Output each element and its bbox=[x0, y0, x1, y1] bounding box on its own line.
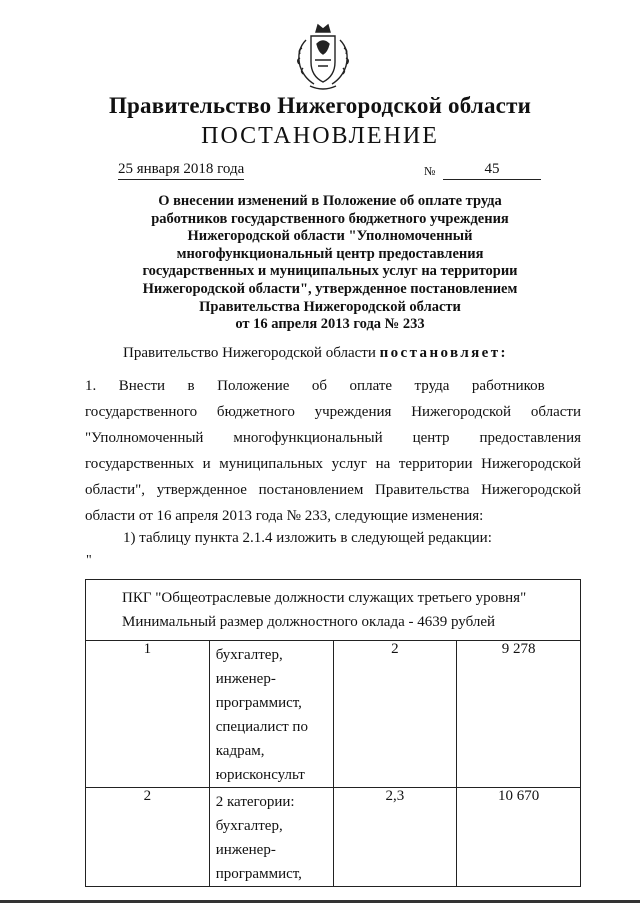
intro-prefix: Правительство Нижегородской области bbox=[123, 345, 380, 361]
row-positions bbox=[209, 641, 333, 788]
subject-line: Нижегородской области", утвержденное постановлением bbox=[142, 280, 518, 297]
opening-quote: " bbox=[86, 553, 92, 568]
subject-line: О внесении изменений в Положение об оплате труда bbox=[158, 193, 502, 209]
item-1-line: 1. Внести в Положение об оплате труда работников bbox=[85, 378, 545, 394]
header-line: ПКГ "Общеотраслевые должности служащих третьего уровня" bbox=[122, 590, 527, 606]
table-row bbox=[86, 788, 581, 887]
item-1-line: области", утвержденное постановлением Правительства Нижегородской bbox=[85, 482, 581, 498]
subject-line: работников государственного бюджетного учреждения bbox=[151, 210, 509, 227]
resolution-intro bbox=[123, 345, 508, 362]
position: 2 категории: bbox=[215, 794, 295, 810]
row-coefficient: 2,3 bbox=[333, 788, 457, 887]
table-header-row bbox=[86, 580, 581, 641]
subject-line: от 16 апреля 2013 года № 233 bbox=[235, 316, 425, 333]
row-salary: 10 670 bbox=[457, 788, 581, 887]
item-1-paragraph bbox=[85, 373, 581, 529]
subject-line: Правительства Нижегородской области bbox=[199, 298, 461, 315]
row-positions bbox=[209, 788, 333, 887]
subject-line: многофункциональный центр предоставления bbox=[176, 245, 484, 262]
table-row bbox=[86, 641, 581, 788]
row-coefficient: 2 bbox=[333, 641, 457, 788]
subject-line: государственных и муниципальных услуг на территории bbox=[142, 263, 518, 280]
item-1-line: области от 16 апреля 2013 года № 233, следующие изменения: bbox=[85, 508, 484, 524]
position: инженер-программист, bbox=[215, 671, 302, 711]
table-header-cell bbox=[86, 580, 581, 641]
document-number: 45 bbox=[443, 160, 541, 180]
position: инженер-программист, bbox=[215, 842, 302, 882]
document-subject bbox=[120, 193, 540, 334]
number-label: № bbox=[424, 164, 436, 178]
document-date: 25 января 2018 года bbox=[118, 160, 244, 180]
position: бухгалтер, bbox=[215, 647, 283, 663]
item-1-line: государственных и муниципальных услуг на территории Нижегородской bbox=[85, 456, 581, 472]
salary-table bbox=[85, 579, 581, 887]
position: юрисконсульт bbox=[215, 767, 305, 783]
coat-of-arms-icon bbox=[290, 22, 356, 92]
position: бухгалтер, bbox=[215, 818, 283, 834]
document-type: ПОСТАНОВЛЕНИЕ bbox=[201, 123, 439, 149]
position: специалист по кадрам, bbox=[215, 719, 308, 759]
row-number: 1 bbox=[86, 641, 210, 788]
intro-verb: постановляет: bbox=[379, 345, 508, 361]
row-salary: 9 278 bbox=[457, 641, 581, 788]
subject-line: Нижегородской области "Уполномоченный bbox=[187, 228, 473, 245]
item-1-line: государственного бюджетного учреждения Нижегородской области bbox=[85, 404, 581, 420]
item-1-subitem: 1) таблицу пункта 2.1.4 изложить в следующей редакции: bbox=[123, 530, 492, 546]
scan-edge-divider bbox=[0, 900, 640, 903]
item-1-line: "Уполномоченный многофункциональный центр предоставления bbox=[85, 430, 581, 446]
header-line: Минимальный размер должностного оклада - 4639 рублей bbox=[122, 614, 496, 630]
government-title: Правительство Нижегородской области bbox=[108, 93, 532, 118]
row-number: 2 bbox=[86, 788, 210, 887]
